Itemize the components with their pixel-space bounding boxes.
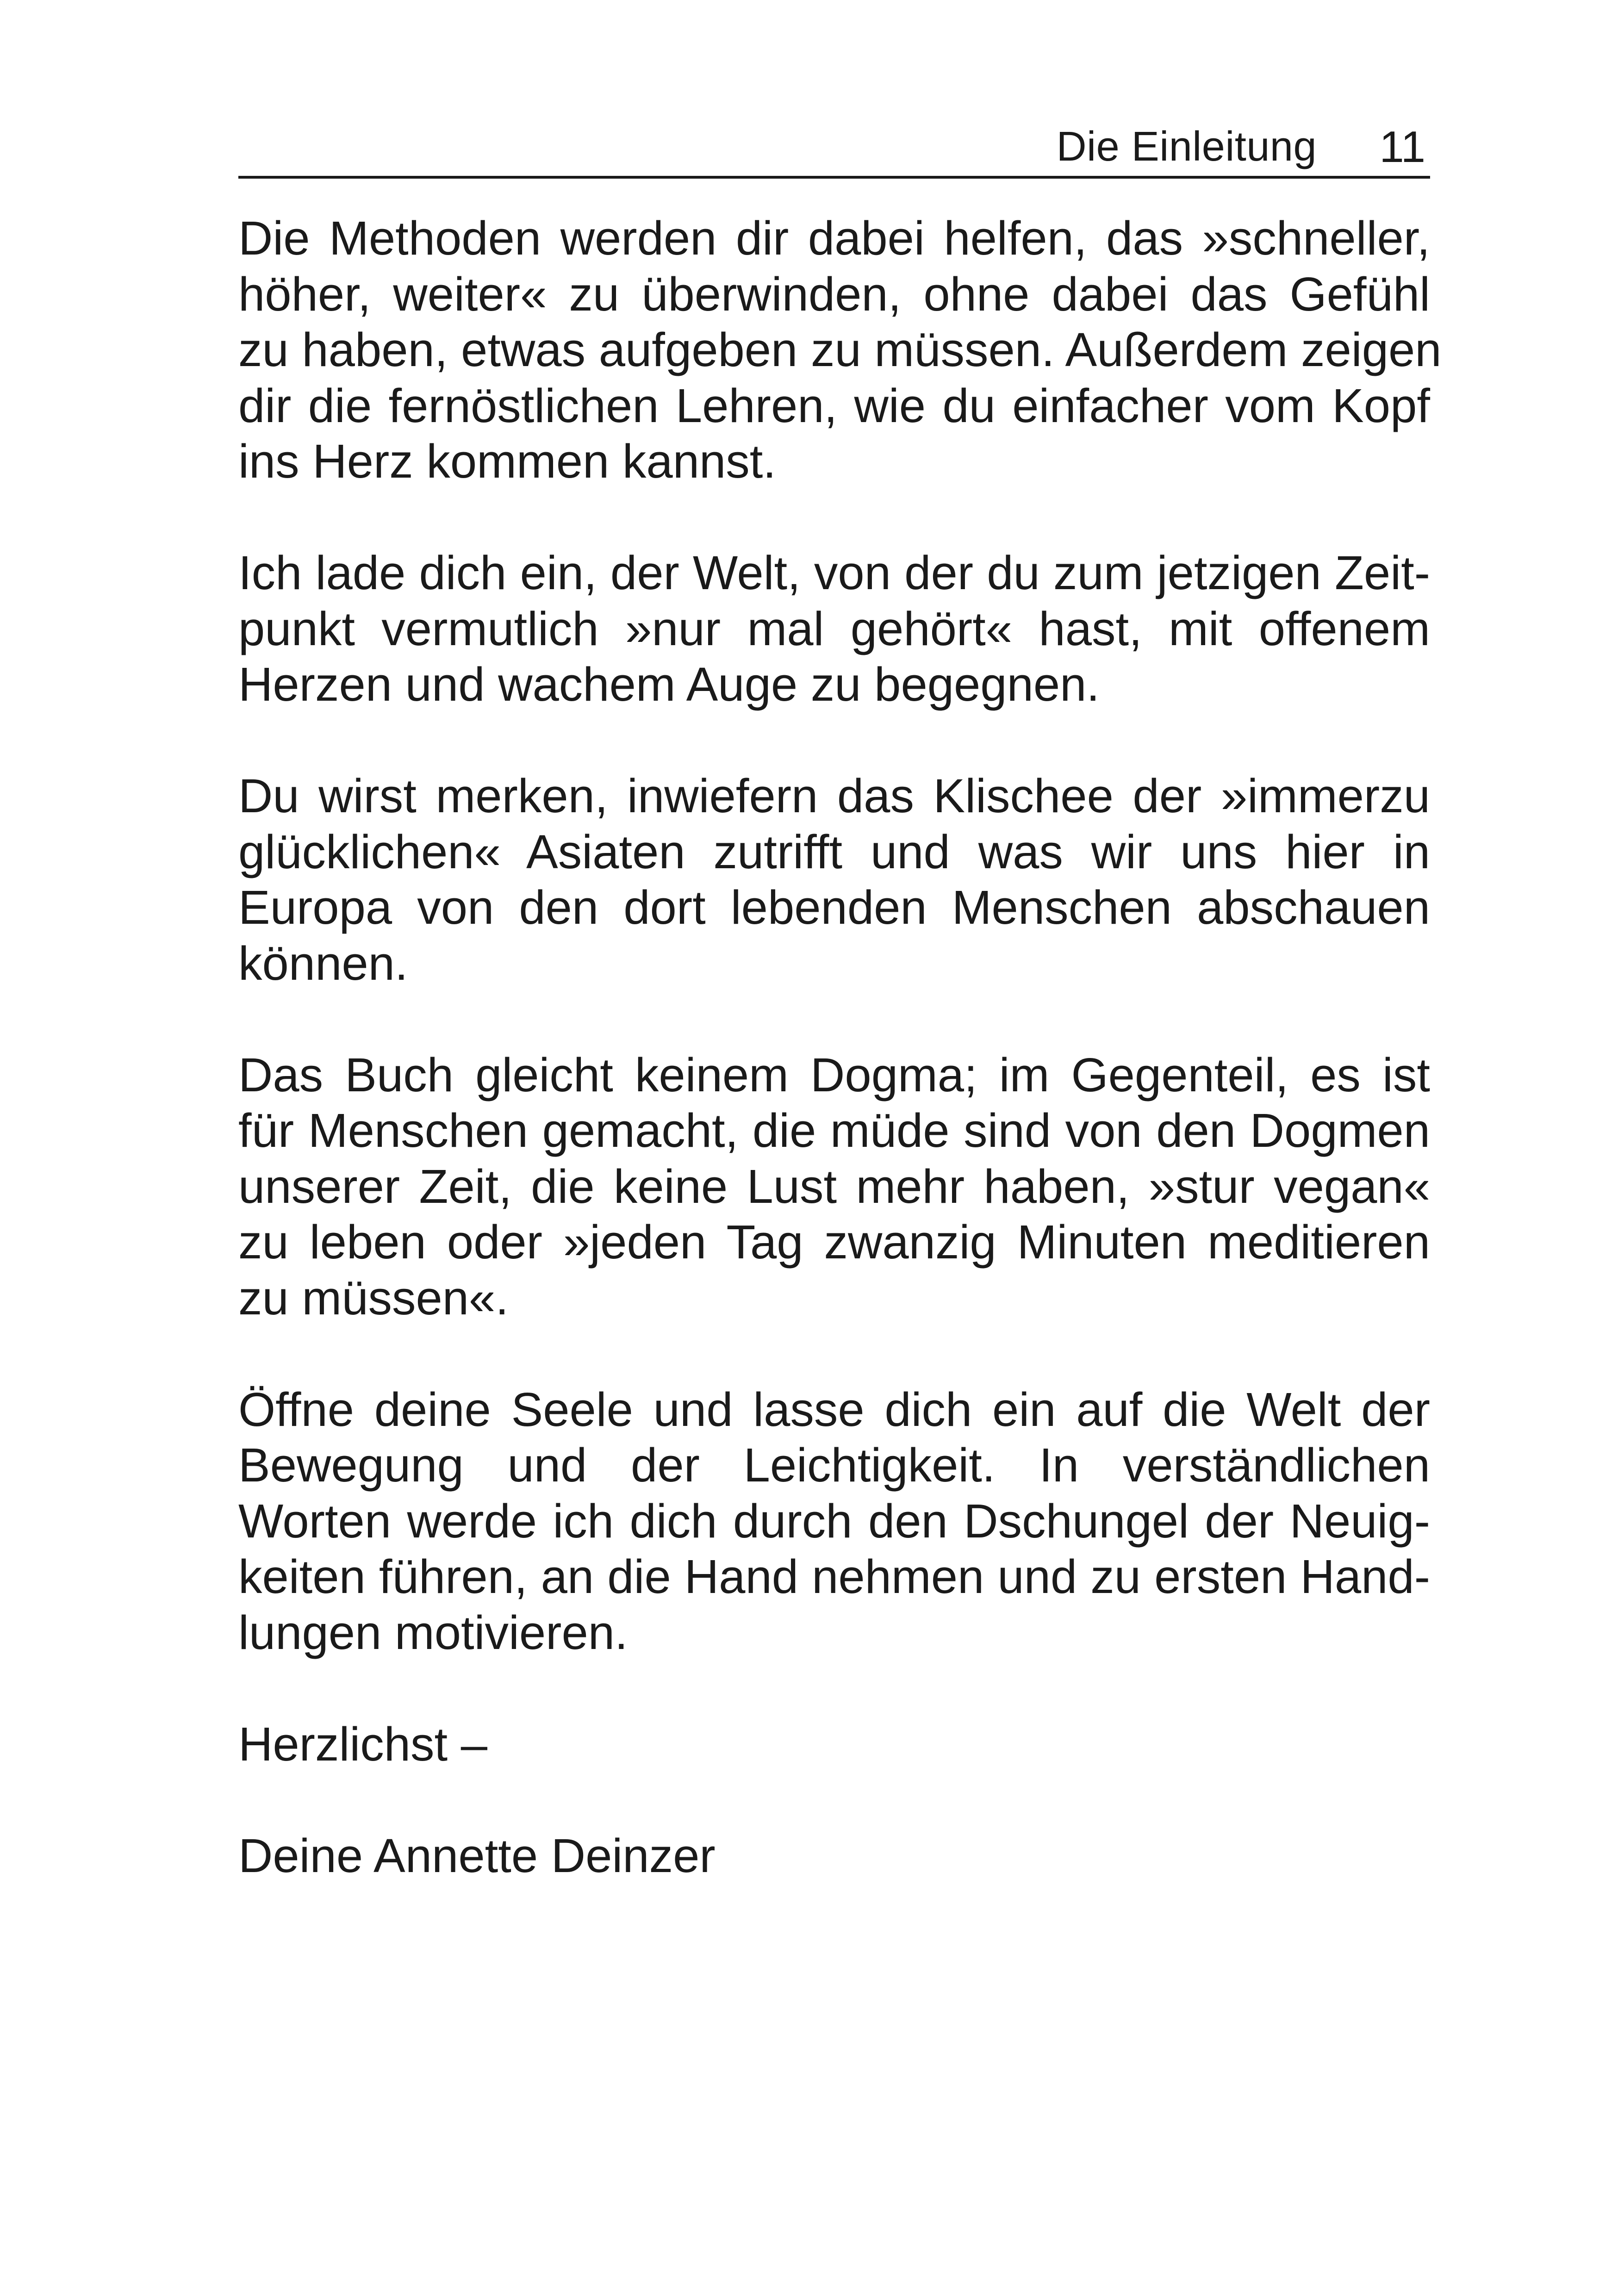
text-line: lungen motivieren.	[238, 1605, 628, 1659]
running-head	[238, 111, 1430, 179]
text-line: Bewegung und der Leichtigkeit. In verständlichen	[238, 1438, 1430, 1492]
text-line: unserer Zeit, die keine Lust mehr haben, »stur vegan«	[238, 1159, 1430, 1213]
text-line: Worten werde ich dich durch den Dschungel der Neuig-	[238, 1494, 1430, 1548]
text-line: zu müssen«.	[238, 1271, 509, 1325]
text-line: können.	[238, 936, 408, 990]
text-line: Herzen und wachem Auge zu begegnen.	[238, 658, 1100, 711]
text-line: glücklichen« Asiaten zutrifft und was wir uns hier in	[238, 825, 1430, 878]
text-line: zu haben, etwas aufgeben zu müssen. Außerdem zeigen	[238, 323, 1442, 376]
page-number: 11	[1379, 122, 1425, 172]
text-line: Du wirst merken, inwiefern das Klischee der »immerzu	[238, 769, 1430, 822]
paragraph-1	[238, 211, 1442, 490]
paragraph-3	[238, 768, 1430, 991]
paragraph-4	[238, 1047, 1430, 1326]
text-line: höher, weiter« zu überwinden, ohne dabei das Gefühl	[238, 267, 1430, 321]
text-line: keiten führen, an die Hand nehmen und zu ersten Hand-	[238, 1550, 1430, 1603]
text-line: punkt vermutlich »nur mal gehört« hast, mit offenem	[238, 602, 1430, 655]
signoff: Herzlichst –	[238, 1717, 488, 1771]
text-line: Europa von den dort lebenden Menschen abschauen	[238, 881, 1430, 934]
running-title: Die Einleitung	[1056, 124, 1317, 170]
body-text	[238, 211, 1442, 1940]
text-line: Öffne deine Seele und lasse dich ein auf die Welt der	[238, 1382, 1430, 1436]
text-line: Ich lade dich ein, der Welt, von der du zum jetzigen Zeit-	[238, 546, 1430, 599]
text-line: zu leben oder »jeden Tag zwanzig Minuten meditieren	[238, 1215, 1430, 1269]
text-line: dir die fernöstlichen Lehren, wie du einfacher vom Kopf	[238, 379, 1430, 432]
text-line: Die Methoden werden dir dabei helfen, das »schneller,	[238, 212, 1430, 265]
text-line: Das Buch gleicht keinem Dogma; im Gegenteil, es ist	[238, 1048, 1430, 1101]
signature: Deine Annette Deinzer	[238, 1829, 716, 1882]
paragraph-5	[238, 1382, 1430, 1661]
text-line: ins Herz kommen kannst.	[238, 435, 777, 488]
paragraph-2	[238, 545, 1430, 713]
text-line: für Menschen gemacht, die müde sind von den Dogmen	[238, 1104, 1430, 1157]
